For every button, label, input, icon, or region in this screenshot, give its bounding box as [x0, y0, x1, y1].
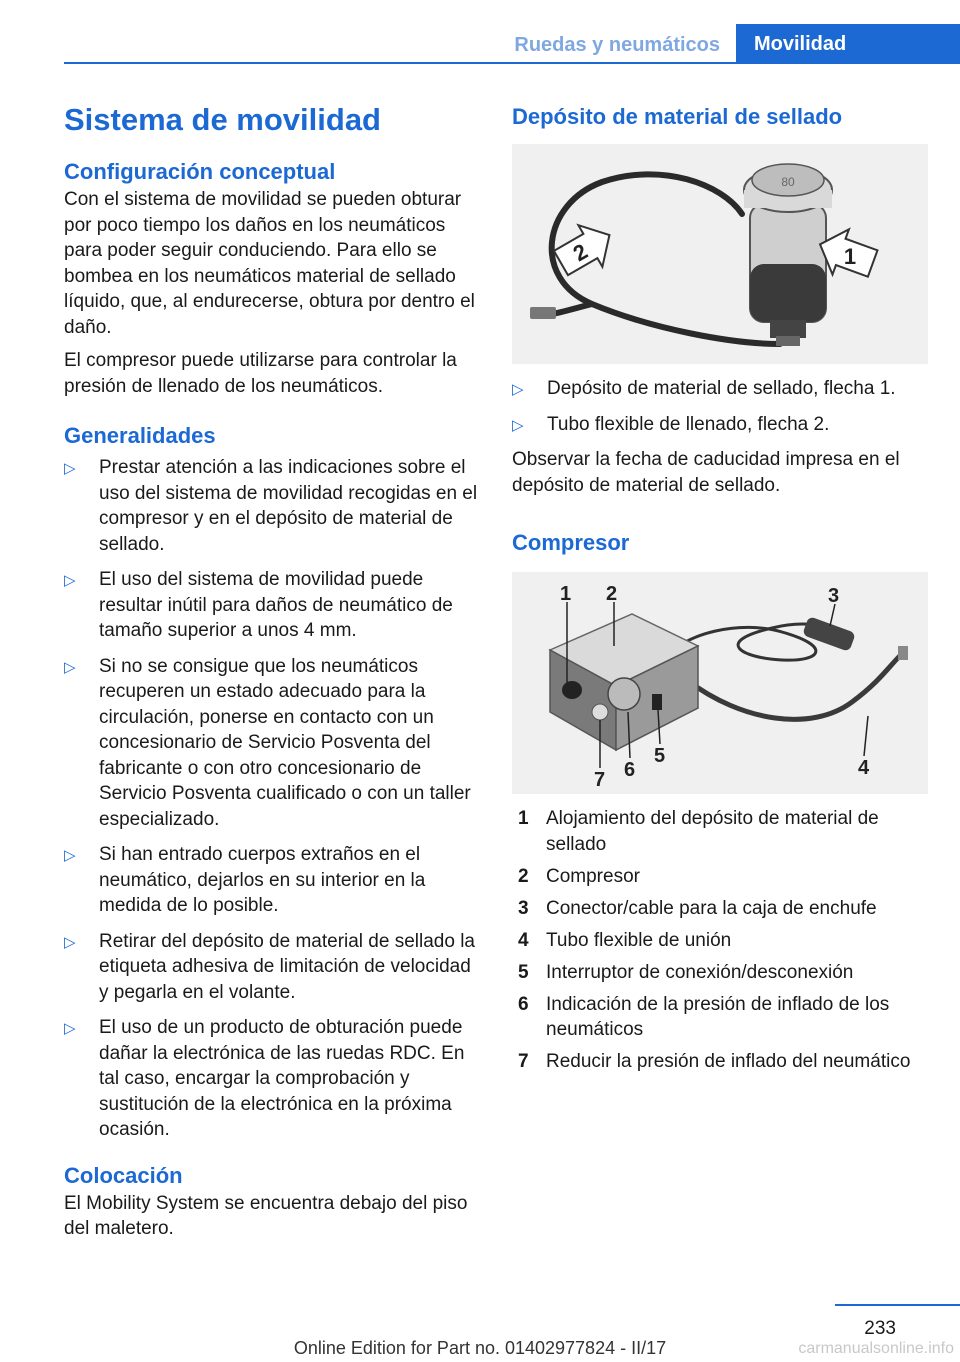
right-column: [512, 94, 928, 1081]
figure-label-7: 7: [594, 769, 606, 791]
figure-label-6: 6: [624, 759, 636, 781]
triangle-bullet-icon: ▷: [64, 572, 76, 589]
edition-text: Online Edition for Part no. 01402977824 - II/17: [293, 1338, 667, 1358]
watermark: carmanualsonline.info: [798, 1340, 954, 1357]
list-item: ▷ Tubo flexible de llenado, flecha 2.: [512, 412, 928, 438]
figure-label-1: 1: [560, 583, 572, 605]
list-item: 5 Interruptor de conexión/desconexión: [518, 961, 854, 983]
triangle-bullet-icon: ▷: [64, 460, 76, 477]
deposit-note: Observar la fecha de caducidad impresa en el depósito de material de sellado.: [512, 449, 900, 496]
concept-paragraph-2: El compresor puede utilizarse para controlar la presión de llenado de los neumáticos.: [64, 350, 457, 397]
page-number: 233: [864, 1318, 896, 1339]
figure-label-5: 5: [654, 745, 666, 767]
arrow-label-2: 2: [568, 238, 592, 267]
arrow-label-1: 1: [843, 244, 857, 269]
triangle-bullet-icon: ▷: [64, 658, 76, 676]
concept-paragraph-1: Con el sistema de movilidad se pueden obturar por poco tiempo los daños en los neumáticos para poder seguir conduciendo. Para ello se bombea en los neumáticos material de sellado líquido, que, al endurecerse, obtura por dentro el daño.: [64, 189, 475, 338]
figure-label-4: 4: [858, 757, 870, 779]
placement-heading: Colocación: [64, 1162, 183, 1188]
header-section-title: Ruedas y neumáticos: [514, 34, 720, 56]
triangle-bullet-icon: ▷: [512, 416, 524, 434]
cap-text: 80: [781, 175, 795, 189]
general-heading: Generalidades: [64, 423, 216, 448]
list-item: ▷ El uso de un producto de obturación puede dañar la electrónica de las ruedas RDC. En tal caso, encargar la comprobación y sustitución de la electrónica en la próxima ocasión.: [64, 1017, 465, 1140]
list-item: ▷ Si han entrado cuerpos extraños en el neumático, dejarlos en su interior en la medida de lo posible.: [64, 844, 426, 916]
figure-label-2: 2: [606, 583, 618, 605]
list-item: ▷ El uso del sistema de movilidad puede resultar inútil para daños de neumático de tamaño superior a unos 4 mm.: [64, 569, 453, 641]
sealant-container-figure: [512, 144, 928, 364]
compressor-parts-list: [512, 806, 928, 1075]
list-item: 4 Tubo flexible de unión: [518, 929, 732, 951]
list-item: ▷ Prestar atención a las indicaciones sobre el uso del sistema de movilidad recogidas en el compresor y en el depósito de material de sellado.: [64, 457, 478, 555]
figure-label-3: 3: [828, 585, 840, 607]
concept-heading: Configuración conceptual: [64, 159, 336, 184]
triangle-bullet-icon: ▷: [64, 1020, 76, 1037]
list-item: 7 Reducir la presión de inflado del neumático: [518, 1051, 911, 1072]
compressor-heading: Compresor: [512, 530, 630, 555]
list-item: 1 Alojamiento del depósito de material de sellado: [518, 808, 879, 855]
header-rule: [64, 62, 960, 64]
list-item: 2 Compresor: [518, 865, 640, 887]
triangle-bullet-icon: ▷: [512, 381, 524, 398]
left-column: [64, 94, 480, 1242]
list-item: ▷ Si no se consigue que los neumáticos recuperen un estado adecuado para la circulación, ponerse en contacto con un concesionario de Servicio Posventa del fabricante o con otro concesionario de Servicio Posventa cualificado o con un taller especializado.: [64, 655, 471, 830]
triangle-bullet-icon: ▷: [64, 847, 76, 864]
list-item: ▷ Retirar del depósito de material de sellado la etiqueta adhesiva de limitación de velocidad y pegarla en el volante.: [64, 930, 475, 1003]
deposit-heading: Depósito de material de sellado: [512, 104, 843, 129]
triangle-bullet-icon: ▷: [64, 933, 76, 951]
compressor-illustration: [512, 572, 928, 794]
compressor-figure: [512, 572, 928, 794]
page-title: Sistema de movilidad: [64, 102, 381, 137]
list-item: 6 Indicación de la presión de inflado de los neumáticos: [518, 993, 890, 1040]
footer-rule: [835, 1304, 960, 1306]
header-tab-active: Movilidad: [736, 24, 960, 64]
placement-text: El Mobility System se encuentra debajo del piso del maletero.: [64, 1192, 468, 1239]
general-list: [64, 455, 480, 1143]
list-item: 3 Conector/cable para la caja de enchufe: [518, 897, 877, 919]
sealant-container-illustration: [512, 144, 928, 364]
list-item: ▷ Depósito de material de sellado, flecha 1.: [512, 376, 928, 402]
deposit-list: [512, 376, 928, 437]
